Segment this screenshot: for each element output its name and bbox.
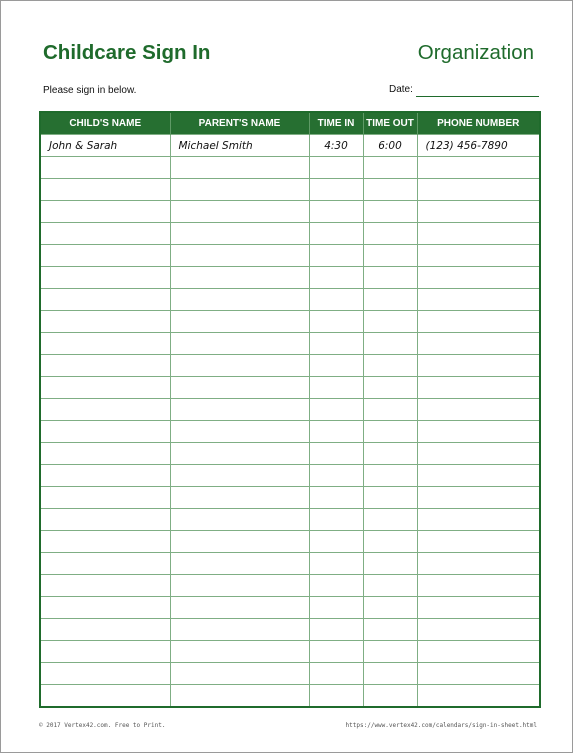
cell-phone-number[interactable] xyxy=(417,443,540,465)
column-header-time-in: TIME IN xyxy=(309,112,363,135)
cell-phone-number[interactable] xyxy=(417,377,540,399)
table-row xyxy=(40,245,540,267)
table-row xyxy=(40,443,540,465)
table-row xyxy=(40,399,540,421)
cell-parents-name[interactable] xyxy=(170,421,309,443)
cell-time-in[interactable] xyxy=(309,487,363,509)
table-row xyxy=(40,135,540,157)
cell-parents-name[interactable] xyxy=(170,685,309,708)
cell-time-out[interactable] xyxy=(363,531,417,553)
table-row xyxy=(40,223,540,245)
table-row xyxy=(40,465,540,487)
cell-time-in[interactable] xyxy=(309,399,363,421)
table-row xyxy=(40,685,540,708)
table-row xyxy=(40,575,540,597)
cell-time-out[interactable] xyxy=(363,553,417,575)
cell-parents-name[interactable] xyxy=(170,487,309,509)
cell-parents-name[interactable] xyxy=(170,597,309,619)
cell-childs-name[interactable] xyxy=(40,685,170,708)
cell-parents-name[interactable] xyxy=(170,311,309,333)
cell-time-out[interactable] xyxy=(363,509,417,531)
table-row xyxy=(40,377,540,399)
cell-childs-name[interactable] xyxy=(40,223,170,245)
cell-time-out[interactable] xyxy=(363,179,417,201)
footer-url[interactable]: https://www.vertex42.com/calendars/sign-in-sheet.html xyxy=(345,722,537,729)
cell-time-in[interactable] xyxy=(309,355,363,377)
cell-childs-name[interactable] xyxy=(40,377,170,399)
table-row xyxy=(40,619,540,641)
cell-phone-number[interactable] xyxy=(417,685,540,708)
cell-parents-name[interactable] xyxy=(170,201,309,223)
cell-phone-number[interactable] xyxy=(417,597,540,619)
cell-time-in[interactable] xyxy=(309,179,363,201)
cell-time-out[interactable] xyxy=(363,421,417,443)
cell-childs-name[interactable]: John & Sarah xyxy=(40,135,170,157)
cell-time-out[interactable] xyxy=(363,685,417,708)
cell-time-in[interactable] xyxy=(309,641,363,663)
cell-time-in[interactable] xyxy=(309,597,363,619)
cell-phone-number[interactable] xyxy=(417,465,540,487)
cell-time-in[interactable] xyxy=(309,465,363,487)
table-row xyxy=(40,157,540,179)
table-row xyxy=(40,179,540,201)
table-row xyxy=(40,355,540,377)
cell-childs-name[interactable] xyxy=(40,597,170,619)
table-row xyxy=(40,311,540,333)
cell-parents-name[interactable] xyxy=(170,443,309,465)
cell-parents-name[interactable] xyxy=(170,223,309,245)
cell-phone-number[interactable] xyxy=(417,355,540,377)
cell-parents-name[interactable] xyxy=(170,531,309,553)
cell-time-in[interactable] xyxy=(309,421,363,443)
cell-parents-name[interactable] xyxy=(170,377,309,399)
cell-phone-number[interactable] xyxy=(417,421,540,443)
column-header-time-out: TIME OUT xyxy=(363,112,417,135)
cell-time-out[interactable] xyxy=(363,465,417,487)
cell-phone-number[interactable] xyxy=(417,399,540,421)
cell-time-in[interactable] xyxy=(309,509,363,531)
cell-parents-name[interactable] xyxy=(170,575,309,597)
column-header-parents-name: PARENT'S NAME xyxy=(170,112,309,135)
cell-childs-name[interactable] xyxy=(40,245,170,267)
cell-time-in[interactable]: 4:30 xyxy=(309,135,363,157)
table-row xyxy=(40,509,540,531)
cell-time-out[interactable] xyxy=(363,399,417,421)
cell-parents-name[interactable] xyxy=(170,553,309,575)
cell-time-out[interactable] xyxy=(363,641,417,663)
cell-phone-number[interactable] xyxy=(417,663,540,685)
cell-time-in[interactable] xyxy=(309,685,363,708)
table-row xyxy=(40,289,540,311)
cell-phone-number[interactable] xyxy=(417,201,540,223)
cell-parents-name[interactable] xyxy=(170,245,309,267)
cell-time-out[interactable] xyxy=(363,333,417,355)
instructions-text: Please sign in below. xyxy=(43,85,137,96)
cell-phone-number[interactable] xyxy=(417,553,540,575)
cell-time-out[interactable] xyxy=(363,289,417,311)
footer-copyright: © 2017 Vertex42.com. Free to Print. xyxy=(39,722,166,729)
cell-childs-name[interactable] xyxy=(40,157,170,179)
cell-time-out[interactable] xyxy=(363,487,417,509)
cell-time-in[interactable] xyxy=(309,267,363,289)
cell-childs-name[interactable] xyxy=(40,487,170,509)
cell-time-out[interactable] xyxy=(363,443,417,465)
table-row xyxy=(40,487,540,509)
cell-time-out[interactable] xyxy=(363,245,417,267)
cell-phone-number[interactable] xyxy=(417,289,540,311)
cell-time-in[interactable] xyxy=(309,201,363,223)
cell-phone-number[interactable] xyxy=(417,575,540,597)
cell-time-out[interactable]: 6:00 xyxy=(363,135,417,157)
cell-phone-number[interactable] xyxy=(417,531,540,553)
table-row xyxy=(40,553,540,575)
cell-parents-name[interactable] xyxy=(170,267,309,289)
cell-parents-name[interactable] xyxy=(170,179,309,201)
column-header-childs-name: CHILD'S NAME xyxy=(40,112,170,135)
cell-time-in[interactable] xyxy=(309,333,363,355)
cell-time-out[interactable] xyxy=(363,377,417,399)
table-row xyxy=(40,663,540,685)
cell-childs-name[interactable] xyxy=(40,421,170,443)
table-row xyxy=(40,531,540,553)
column-header-phone-number: PHONE NUMBER xyxy=(417,112,540,135)
cell-time-in[interactable] xyxy=(309,245,363,267)
cell-time-out[interactable] xyxy=(363,597,417,619)
cell-phone-number[interactable] xyxy=(417,223,540,245)
table-row xyxy=(40,267,540,289)
cell-time-in[interactable] xyxy=(309,223,363,245)
cell-childs-name[interactable] xyxy=(40,179,170,201)
cell-phone-number[interactable] xyxy=(417,509,540,531)
cell-childs-name[interactable] xyxy=(40,333,170,355)
cell-parents-name[interactable] xyxy=(170,663,309,685)
cell-time-in[interactable] xyxy=(309,311,363,333)
cell-time-out[interactable] xyxy=(363,157,417,179)
cell-childs-name[interactable] xyxy=(40,575,170,597)
date-label: Date: xyxy=(389,84,413,95)
cell-time-in[interactable] xyxy=(309,443,363,465)
table-row xyxy=(40,641,540,663)
cell-time-out[interactable] xyxy=(363,223,417,245)
cell-childs-name[interactable] xyxy=(40,553,170,575)
page-title: Childcare Sign In xyxy=(43,41,211,64)
table-row xyxy=(40,333,540,355)
cell-time-out[interactable] xyxy=(363,575,417,597)
cell-time-out[interactable] xyxy=(363,311,417,333)
cell-time-out[interactable] xyxy=(363,355,417,377)
table-header-row xyxy=(40,112,540,135)
cell-childs-name[interactable] xyxy=(40,443,170,465)
table-row xyxy=(40,421,540,443)
cell-time-out[interactable] xyxy=(363,663,417,685)
cell-time-in[interactable] xyxy=(309,553,363,575)
cell-parents-name[interactable]: Michael Smith xyxy=(170,135,309,157)
cell-time-out[interactable] xyxy=(363,201,417,223)
cell-childs-name[interactable] xyxy=(40,663,170,685)
cell-time-out[interactable] xyxy=(363,267,417,289)
cell-time-in[interactable] xyxy=(309,289,363,311)
cell-time-in[interactable] xyxy=(309,157,363,179)
table-row xyxy=(40,201,540,223)
cell-childs-name[interactable] xyxy=(40,465,170,487)
cell-phone-number[interactable] xyxy=(417,179,540,201)
cell-childs-name[interactable] xyxy=(40,355,170,377)
cell-time-in[interactable] xyxy=(309,619,363,641)
cell-phone-number[interactable] xyxy=(417,245,540,267)
sign-in-table xyxy=(39,111,541,708)
cell-time-in[interactable] xyxy=(309,377,363,399)
cell-childs-name[interactable] xyxy=(40,267,170,289)
cell-time-in[interactable] xyxy=(309,663,363,685)
cell-time-in[interactable] xyxy=(309,575,363,597)
cell-parents-name[interactable] xyxy=(170,157,309,179)
cell-parents-name[interactable] xyxy=(170,289,309,311)
cell-childs-name[interactable] xyxy=(40,509,170,531)
cell-parents-name[interactable] xyxy=(170,465,309,487)
cell-childs-name[interactable] xyxy=(40,641,170,663)
cell-childs-name[interactable] xyxy=(40,399,170,421)
cell-parents-name[interactable] xyxy=(170,355,309,377)
cell-childs-name[interactable] xyxy=(40,531,170,553)
cell-childs-name[interactable] xyxy=(40,201,170,223)
organization-name: Organization xyxy=(417,41,534,64)
date-field[interactable] xyxy=(416,96,539,97)
cell-phone-number[interactable] xyxy=(417,333,540,355)
cell-parents-name[interactable] xyxy=(170,509,309,531)
cell-childs-name[interactable] xyxy=(40,289,170,311)
cell-parents-name[interactable] xyxy=(170,399,309,421)
cell-phone-number[interactable] xyxy=(417,619,540,641)
cell-childs-name[interactable] xyxy=(40,619,170,641)
cell-parents-name[interactable] xyxy=(170,619,309,641)
cell-phone-number[interactable] xyxy=(417,311,540,333)
cell-time-in[interactable] xyxy=(309,531,363,553)
cell-phone-number[interactable] xyxy=(417,157,540,179)
cell-phone-number[interactable]: (123) 456-7890 xyxy=(417,135,540,157)
cell-parents-name[interactable] xyxy=(170,333,309,355)
cell-phone-number[interactable] xyxy=(417,487,540,509)
cell-childs-name[interactable] xyxy=(40,311,170,333)
table-row xyxy=(40,597,540,619)
cell-time-out[interactable] xyxy=(363,619,417,641)
cell-phone-number[interactable] xyxy=(417,267,540,289)
cell-parents-name[interactable] xyxy=(170,641,309,663)
cell-phone-number[interactable] xyxy=(417,641,540,663)
